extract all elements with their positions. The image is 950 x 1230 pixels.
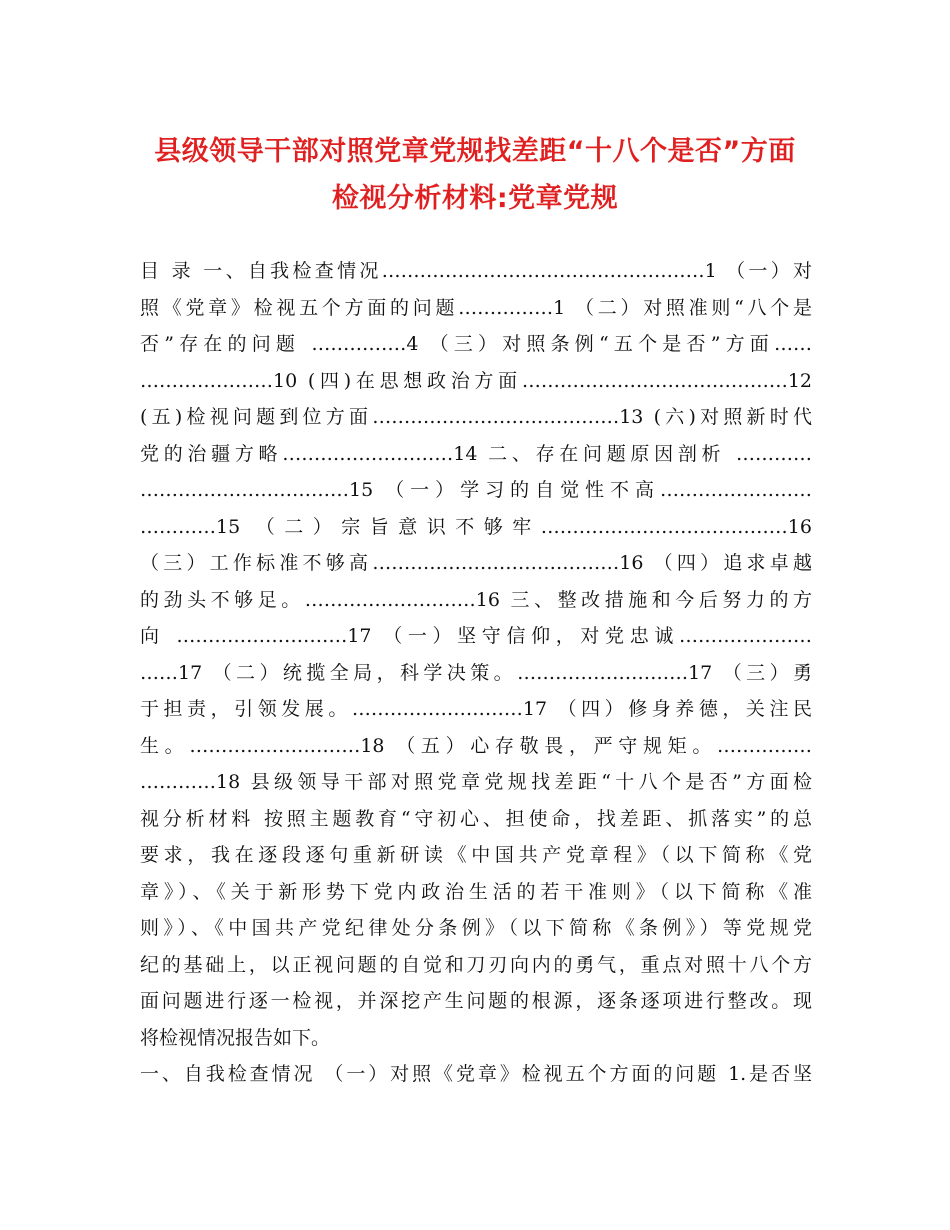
- body-line: 目 录 一、自我检查情况……………………………………………1 （一）对: [140, 260, 812, 282]
- body-line: 的劲头不够足。………………………16 三、整改措施和今后努力的方: [140, 588, 812, 611]
- body-line: 纪的基础上，以正视问题的自觉和刀刃向内的勇气，重点对照十八个方: [140, 953, 812, 976]
- body-line: ……………………………15 （一）学习的自觉性不高……………………: [140, 479, 812, 501]
- body-line: …………15 （二）宗旨意识不够牢…………………………………16: [140, 515, 812, 538]
- body-line: …………………10 (四)在思想政治方面……………………………………12: [140, 369, 812, 392]
- body-line: 视分析材料 按照主题教育“守初心、担使命，找差距、抓落实”的总: [140, 807, 812, 830]
- body-line: 党的治疆方略………………………14 二、存在问题原因剖析 …………: [140, 442, 812, 465]
- body-line: …………18 县级领导干部对照党章党规找差距“十八个是否”方面检: [140, 771, 812, 793]
- title-line-2: 检视分析材料:党章党规: [331, 183, 619, 214]
- body-line: 则》）、《中国共产党纪律处分条例》（以下简称《条例》）等党规党: [140, 917, 812, 939]
- body-line: ……17 （二）统揽全局，科学决策。………………………17 （三）勇: [140, 661, 812, 684]
- document-body: [140, 253, 812, 1093]
- body-line: (五)检视问题到位方面…………………………………13 (六)对照新时代: [140, 406, 812, 428]
- body-line: 照《党章》检视五个方面的问题……………1 （二）对照准则“八个是: [140, 296, 812, 319]
- body-line: 生。………………………18 （五）心存敬畏，严守规矩。……………: [140, 734, 812, 757]
- document-title: [120, 128, 830, 222]
- body-line: 将检视情况报告如下。: [140, 1026, 331, 1049]
- title-line-1: 县级领导干部对照党章党规找差距“十八个是否”方面: [154, 136, 796, 167]
- body-line: 一、自我检查情况 （一）对照《党章》检视五个方面的问题 1.是否坚: [140, 1063, 812, 1085]
- body-line: 否”存在的问题 ……………4 （三）对照条例“五个是否”方面……: [140, 333, 812, 355]
- body-line: 向 ………………………17 （一）坚守信仰，对党忠诚…………………: [140, 625, 812, 647]
- body-line: 要求，我在逐段逐句重新研读《中国共产党章程》（以下简称《党: [140, 844, 812, 866]
- body-line: 于担责，引领发展。………………………17 （四）修身养德，关注民: [140, 698, 812, 720]
- body-line: 面问题进行逐一检视，并深挖产生问题的根源，逐条逐项进行整改。现: [140, 990, 812, 1012]
- body-line: 章》）、《关于新形势下党内政治生活的若干准则》（以下简称《准: [140, 880, 812, 903]
- body-line: （三）工作标准不够高…………………………………16 （四）追求卓越: [140, 552, 812, 574]
